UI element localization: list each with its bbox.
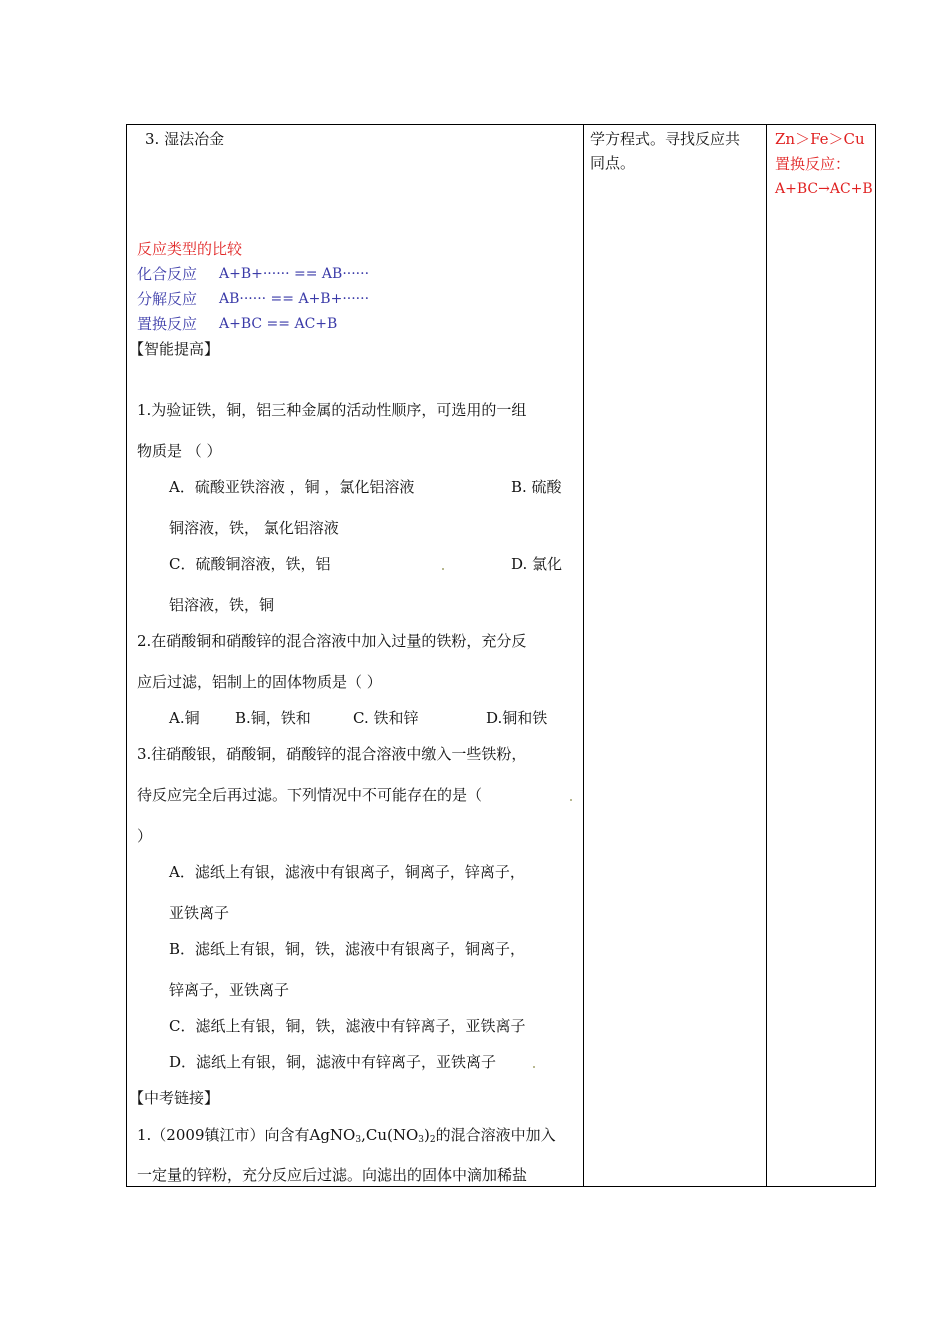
stray-dot [442, 568, 444, 570]
question-text: 应后过滤，铝制上的固体物质是（ ） [137, 673, 382, 691]
question-text: 物质是 （ ） [137, 442, 222, 460]
section-heading: 3. 湿法冶金 [145, 130, 225, 148]
question-text: 1.（2009镇江市）向含有$AgNO_3,Cu(NO_3)_2$的混合溶液中加入 [137, 1126, 556, 1145]
stray-dot [570, 799, 572, 801]
rule-name: 分解反应 [137, 290, 198, 308]
rule-formula: A+BC == AC+B [219, 316, 338, 332]
option-text: C．硫酸铜溶液，铁，铝 [169, 555, 331, 573]
option-text: 铝溶液，铁，铜 [169, 596, 275, 614]
option-text: A.铜 [169, 709, 200, 727]
option-text: C．滤纸上有银，铜，铁，滤液中有锌离子，亚铁离子 [169, 1017, 526, 1035]
rule-formula: A+B+······ == AB······ [219, 266, 370, 282]
question-text: 待反应完全后再过滤。下列情况中不可能存在的是（ [137, 786, 483, 804]
notes-column [767, 125, 875, 1186]
note-text: Zn＞Fe＞Cu [775, 130, 865, 148]
question-text: 一定量的锌粉，充分反应后过滤。向滤出的固体中滴加稀盐 [137, 1166, 528, 1184]
option-text: 铜溶液，铁， 氯化铝溶液 [169, 519, 339, 537]
lesson-table [126, 124, 876, 1187]
stray-dot [533, 1066, 535, 1068]
option-text: B．滤纸上有银，铜，铁，滤液中有银离子，铜离子， [169, 940, 526, 958]
option-text: 亚铁离子 [169, 904, 230, 922]
section-title: 【智能提高】 [129, 340, 220, 358]
question-text: 2.在硝酸铜和硝酸锌的混合溶液中加入过量的铁粉，充分反 [137, 632, 527, 650]
question-text: ） [137, 827, 153, 845]
rule-name: 化合反应 [137, 265, 198, 283]
section-title: 【中考链接】 [129, 1089, 220, 1107]
option-text: A．硫酸亚铁溶液 ，铜 ，氯化铝溶液 [169, 478, 415, 496]
rule-name: 置换反应 [137, 315, 198, 333]
comparison-title: 反应类型的比较 [137, 240, 243, 258]
option-text: D．滤纸上有银，铜，滤液中有锌离子，亚铁离子 [169, 1053, 497, 1071]
option-text: B.铜，铁和 [235, 709, 311, 727]
note-text: 置换反应： [775, 155, 851, 173]
question-text: 1.为验证铁，铜，铝三种金属的活动性顺序，可选用的一组 [137, 401, 527, 419]
note-text: A+BC→AC+B [775, 181, 873, 197]
option-text: D.铜和铁 [486, 709, 548, 727]
option-text: A．滤纸上有银，滤液中有银离子，铜离子，锌离子， [169, 863, 525, 881]
option-text: B. 硫酸 [511, 478, 562, 496]
option-text: 锌离子，亚铁离子 [169, 981, 290, 999]
content-column [127, 125, 583, 1186]
option-text: D. 氯化 [511, 555, 563, 573]
activity-text: 同点。 [590, 154, 636, 172]
activity-text: 学方程式。寻找反应共 [590, 130, 741, 148]
activity-column [584, 125, 766, 1186]
question-text: 3.往硝酸银，硝酸铜，硝酸锌的混合溶液中缴入一些铁粉， [137, 745, 527, 763]
option-text: C. 铁和锌 [353, 709, 419, 727]
rule-formula: AB······ == A+B+······ [219, 291, 370, 307]
